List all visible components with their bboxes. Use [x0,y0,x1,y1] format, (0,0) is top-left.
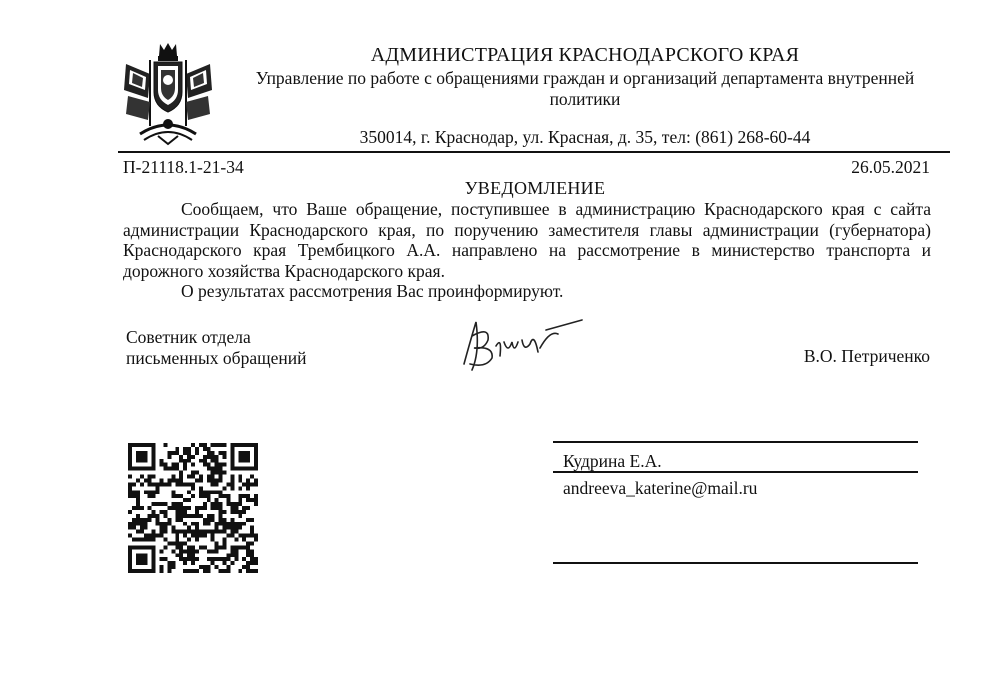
qr-code-icon [128,443,258,573]
registration-number: П-21118.1-21-34 [123,157,244,177]
notice-paragraph: Сообщаем, что Ваше обращение, поступившее в администрацию Краснодарского края с сайта администрации Краснодарского края, по поручению заместителя главы администрации (губернатора) Краснодарского края Трембицкого А.А. направлено на рассмотрение в министерство транспорта и дорожного хозяйства Краснодарского края. [123,199,931,281]
executor-top-rule [553,441,918,443]
notice-paragraph: О результатах рассмотрения Вас проинформируют. [181,281,564,301]
notice-title: УВЕДОМЛЕНИЕ [464,178,606,198]
header-divider [118,151,950,153]
organization-address: 350014, г. Краснодар, ул. Красная, д. 35, тел: (861) 268-60-44 [359,127,811,147]
coat-of-arms-icon [120,40,216,146]
signer-position-line: Советник отдела [126,327,251,347]
executor-bottom-rule [553,562,918,564]
signer-name: В.О. Петриченко [803,346,930,366]
handwritten-signature [450,312,590,374]
executor-email: andreeva_katerine@mail.ru [563,478,758,498]
department-name: Управление по работе с обращениями граждан и организаций департамента внутренней политики [255,68,915,109]
executor-name: Кудрина Е.А. [563,451,662,471]
document-date: 26.05.2021 [851,157,930,177]
executor-mid-rule [553,471,918,473]
signer-position [126,327,306,369]
notice-body [123,199,931,302]
signer-position-line: письменных обращений [126,348,307,368]
organization-title: АДМИНИСТРАЦИЯ КРАСНОДАРСКОГО КРАЯ [370,44,800,66]
